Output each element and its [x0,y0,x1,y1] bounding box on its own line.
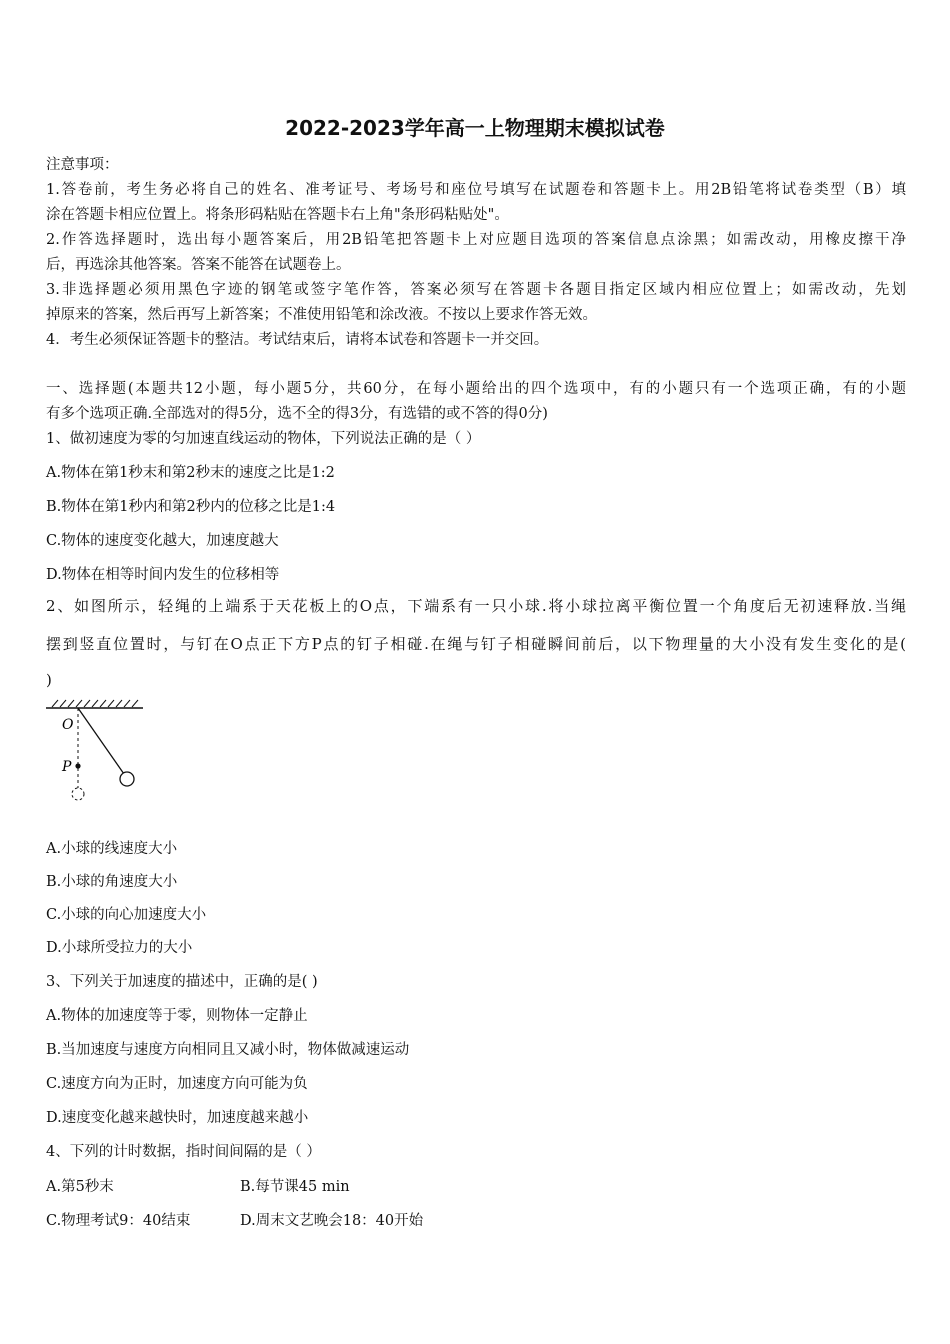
q2-option-d: D.小球所受拉力的大小 [46,940,193,956]
ball-dashed-position [72,788,84,800]
q3-stem: 3、下列关于加速度的描述中，正确的是( ) [46,974,318,990]
pendulum-figure [40,694,150,806]
notice-item: 4．考生必须保证答题卡的整洁。考试结束后，请将本试卷和答题卡一并交回。 [46,332,549,348]
notice-item: 2.作答选择题时，选出每小题答案后，用2B铅笔把答题卡上对应题目选项的答案信息点涂黑；如需改动，用橡皮擦干净 [46,232,906,248]
q3-option-a: A.物体的加速度等于零，则物体一定静止 [46,1008,308,1024]
q2-stem: 摆到竖直位置时，与钉在O点正下方P点的钉子相碰.在绳与钉子相碰瞬间前后，以下物理量的大小没有发生变化的是( [46,635,906,653]
q4-stem: 4、下列的计时数据，指时间间隔的是（ ） [46,1144,321,1160]
q4-option-d: D.周末文艺晚会18：40开始 [240,1213,424,1229]
label-o: O [62,717,74,733]
q2-stem: 2、如图所示，轻绳的上端系于天花板上的O点，下端系有一只小球.将小球拉离平衡位置一个角度后无初速释放.当绳 [46,597,906,615]
section-instructions: 一、选择题(本题共12小题，每小题5分，共60分，在每小题给出的四个选项中，有的小题只有一个选项正确，有的小题 [46,381,906,397]
section-instructions: 有多个选项正确.全部选对的得5分，选不全的得3分，有选错的或不答的得0分) [46,406,548,422]
ceiling-hatching [52,700,138,707]
q1-option-c: C.物体的速度变化越大，加速度越大 [46,533,279,549]
q2-stem: ) [46,671,52,689]
page-title: 2022-2023学年高一上物理期末模拟试卷 [285,116,665,140]
q4-option-b: B.每节课45 min [240,1179,350,1195]
notice-item: 1.答卷前，考生务必将自己的姓名、准考证号、考场号和座位号填写在试题卷和答题卡上。用2B铅笔将试卷类型（B）填 [46,182,906,198]
ball [120,772,134,786]
notice-heading: 注意事项： [46,157,119,173]
q4-option-a: A.第5秒末 [46,1179,114,1195]
q2-option-a: A.小球的线速度大小 [46,841,178,857]
notice-item: 后，再选涂其他答案。答案不能答在试题卷上。 [46,257,351,273]
q1-option-a: A.物体在第1秒末和第2秒末的速度之比是1:2 [46,465,335,481]
nail-p [75,763,80,768]
q1-option-b: B.物体在第1秒内和第2秒内的位移之比是1:4 [46,499,336,515]
notice-item: 涂在答题卡相应位置上。将条形码粘贴在答题卡右上角"条形码粘贴处"。 [46,207,509,223]
label-p: P [62,759,72,775]
rope [78,708,124,774]
q2-option-c: C.小球的向心加速度大小 [46,907,207,923]
q2-option-b: B.小球的角速度大小 [46,874,178,890]
q3-option-d: D.速度变化越来越快时，加速度越来越小 [46,1110,309,1126]
q4-option-c: C.物理考试9：40结束 [46,1213,191,1229]
q3-option-b: B.当加速度与速度方向相同且又减小时，物体做减速运动 [46,1042,410,1058]
q1-stem: 1、做初速度为零的匀加速直线运动的物体，下列说法正确的是（ ） [46,431,481,447]
q1-option-d: D.物体在相等时间内发生的位移相等 [46,567,280,583]
notice-item: 3.非选择题必须用黑色字迹的钢笔或签字笔作答，答案必须写在答题卡各题目指定区域内相应位置上；如需改动，先划 [46,282,906,298]
q3-option-c: C.速度方向为正时，加速度方向可能为负 [46,1076,308,1092]
notice-item: 掉原来的答案，然后再写上新答案；不准使用铅笔和涂改液。不按以上要求作答无效。 [46,307,597,323]
